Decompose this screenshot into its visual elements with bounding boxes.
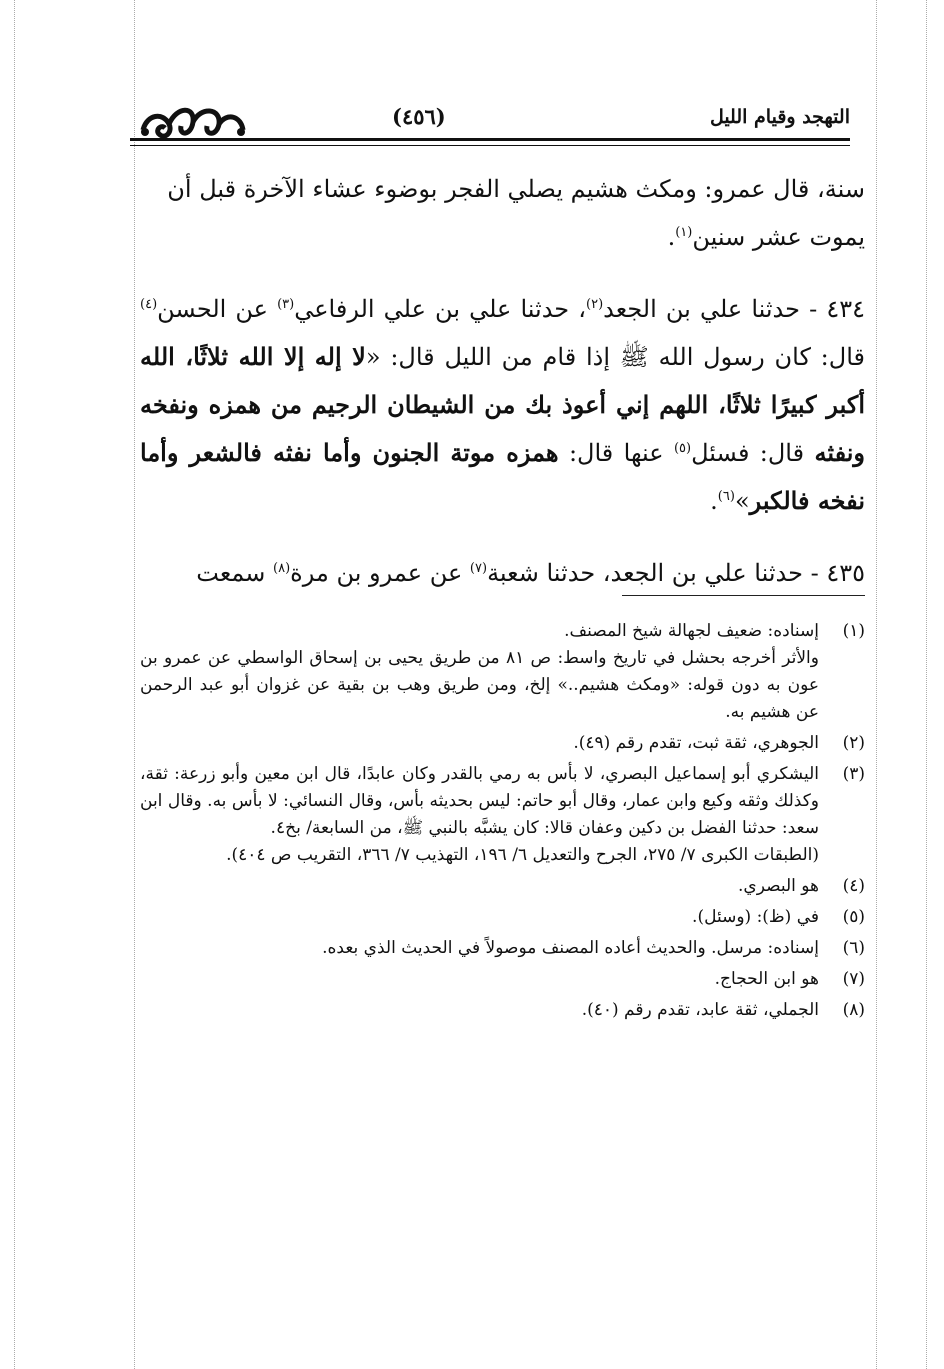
text-span: عن عمرو بن مرة (290, 559, 470, 587)
footnote-number: (٨) (842, 1000, 865, 1020)
footnote-number: (٣) (842, 764, 865, 784)
scan-dotted-guide-left (14, 0, 15, 1369)
footnote-text: إسناده: مرسل. والحديث أعاده المصنف موصولاً في الحديث الذي بعده. (322, 938, 819, 958)
header-rule-thin (130, 145, 850, 146)
footnote-ref[interactable]: (١) (675, 225, 693, 240)
footnote-ref[interactable]: (٦) (717, 489, 735, 504)
scan-dotted-guide-inner-right (876, 0, 877, 1369)
hadith-434 (140, 285, 865, 525)
text-span: ٤٣٤ - حدثنا علي بن الجعد (603, 295, 865, 323)
footnote-ref[interactable]: (٢) (586, 297, 604, 312)
quote-mark: » (734, 487, 750, 515)
footnote-ref[interactable]: (٣) (277, 297, 295, 312)
footnote-text: هو البصري. (737, 876, 819, 896)
scan-dotted-guide-right (926, 0, 927, 1369)
page-header (130, 100, 850, 155)
paragraph-1 (140, 165, 865, 261)
punct: . (710, 487, 718, 515)
footnote-number: (٦) (842, 938, 865, 958)
footnote-number: (٧) (842, 969, 865, 989)
text-span: قال: فسئل (691, 439, 815, 467)
footnote-text: والأثر أخرجه بحشل في تاريخ واسط: ص ٨١ من طريق يحيى بن إسحاق الواسطي عن عمرو بن عون به دون قوله: «ومكث هشيم..» إلخ، ومن طريق وهب بن بقية عن غزوان أبو عبد الرحمن عن هشيم به. (140, 648, 819, 722)
footnote-text: إسناده: ضعيف لجهالة شيخ المصنف. (564, 621, 819, 641)
text-span: عن الحسن (157, 295, 278, 323)
footnote-5 (140, 904, 865, 931)
hadith-text-bold: همزه موتة الجنون وأما نفثه فالشعر وأما نفخه فالكبر (140, 438, 865, 515)
text-span: عنها قال: (558, 439, 674, 467)
page-number: (٤٥٦) (392, 104, 446, 129)
footnote-number: (٢) (842, 733, 865, 753)
running-title: التهجد وقيام الليل (709, 106, 850, 128)
footnote-ref[interactable]: (٧) (469, 561, 488, 576)
main-text (140, 165, 865, 597)
footnote-text: اليشكري أبو إسماعيل البصري، لا بأس به رمي بالقدر وكان عابدًا، قال ابن معين وأبو زرعة: ثقة، وكذلك وثقه وكيع وابن عمار، وقال أبو حاتم: ليس بحديثه بأس، وقال النسائي: لا بأس به. وقال ابن سعد: حدثنا الفضل بن دكين وعفان قالا: كان يشبَّه بالنبي ﷺ، من السابعة/ بخ٤. (140, 764, 819, 838)
footnote-number: (٤) (842, 876, 865, 896)
footnote-2 (140, 730, 865, 757)
footnote-ref[interactable]: (٥) (673, 441, 692, 456)
footnotes (140, 618, 865, 1028)
footnote-7 (140, 966, 865, 993)
text-line: سنة، قال عمرو: ومكث هشيم يصلي الفجر بوضوء عشاء الآخرة قبل أن (167, 175, 865, 203)
footnote-ref[interactable]: (٨) (273, 561, 291, 576)
footnote-ref[interactable]: (٤) (140, 297, 158, 312)
footnote-text: هو ابن الحجاج. (714, 969, 819, 989)
footnote-number: (٥) (842, 907, 865, 927)
text-span: سمعت (196, 559, 274, 587)
header-rule-thick (130, 138, 850, 141)
punct: . (667, 223, 676, 251)
footnote-3 (140, 761, 865, 869)
footnote-8 (140, 997, 865, 1024)
text-span: قال: كان رسول الله ﷺ إذا قام من الليل قال: « (365, 343, 865, 371)
scan-dotted-guide-inner-left (134, 0, 135, 1369)
footnote-text: في (ظ): (وسئل). (692, 907, 819, 927)
footnote-4 (140, 873, 865, 900)
text-span: ، حدثنا علي بن علي الرفاعي (294, 295, 586, 323)
footnote-text: (الطبقات الكبرى ٧/ ٢٧٥، الجرح والتعديل ٦/ ١٩٦، التهذيب ٧/ ٣٦٦، التقريب ص ٤٠٤). (226, 845, 819, 865)
footnote-number: (١) (842, 621, 865, 641)
hadith-435 (140, 549, 865, 597)
footnote-6 (140, 935, 865, 962)
footnote-1 (140, 618, 865, 726)
footnote-text: الجوهري، ثقة ثبت، تقدم رقم (٤٩). (573, 733, 819, 753)
text-span: ٤٣٥ - حدثنا علي بن الجعد، حدثنا شعبة (487, 559, 865, 587)
footnote-text: الجملي، ثقة عابد، تقدم رقم (٤٠). (581, 1000, 819, 1020)
hadith-text-bold: لا إله إلا الله ثلاثًا، الله أكبر كبيرًا ثلاثًا، اللهم إني أعوذ بك من الشيطان الرجيم من همزه ونفخه ونفثه (140, 342, 865, 467)
footnote-separator (622, 595, 865, 596)
text-line: يموت عشر سنين (692, 223, 865, 251)
